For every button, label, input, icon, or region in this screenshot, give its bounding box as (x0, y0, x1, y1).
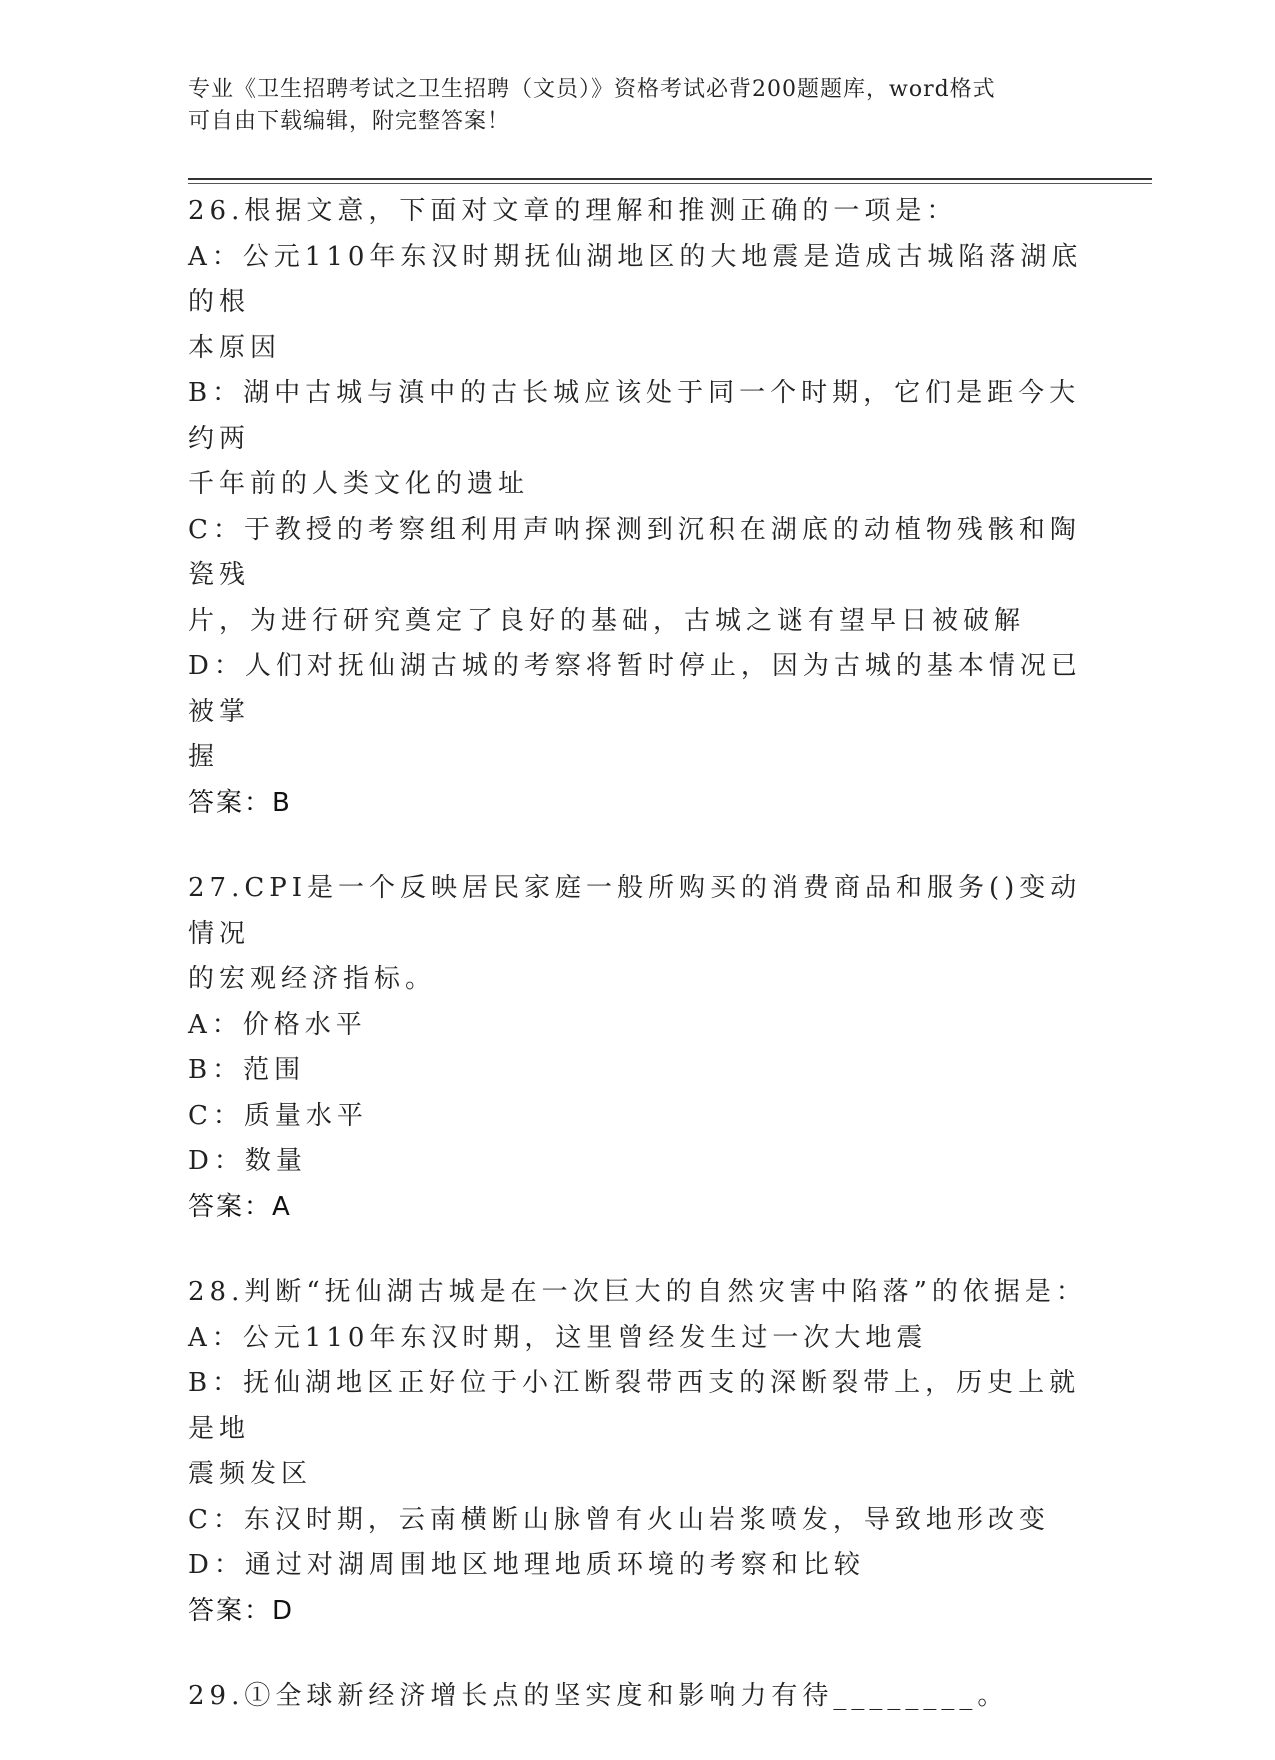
option-d: 握 (188, 742, 220, 772)
option-d: D：人们对抚仙湖古城的考察将暂时停止，因为古城的基本情况已被掌 (188, 651, 1082, 727)
answer-line: 答案：A (188, 1191, 292, 1222)
header-rule-thick (188, 178, 1152, 180)
option-a: A：公元110年东汉时期，这里曾经发生过一次大地震 (188, 1322, 928, 1353)
option-b: B：抚仙湖地区正好位于小江断裂带西支的深断裂带上，历史上就是地 (188, 1368, 1081, 1444)
question-stem: 的宏观经济指标。 (188, 964, 437, 994)
question-block (188, 189, 1088, 826)
question-block (188, 1674, 1088, 1720)
option-a: A：价格水平 (188, 1009, 367, 1040)
answer-line: 答案：B (188, 787, 292, 818)
answer-line: 答案：D (188, 1595, 295, 1626)
option-c: C：东汉时期，云南横断山脉曾有火山岩浆喷发，导致地形改变 (188, 1504, 1050, 1535)
option-d: D：数量 (188, 1146, 307, 1176)
document-header (188, 74, 1088, 138)
question-block (188, 866, 1088, 1230)
header-line-2: 可自由下载编辑，附完整答案！ (188, 109, 511, 134)
option-b: 震频发区 (188, 1459, 313, 1489)
header-rule-thin (188, 183, 1152, 184)
question-block (188, 1270, 1088, 1634)
option-c: 片，为进行研究奠定了良好的基础，古城之谜有望早日被破解 (188, 605, 1026, 636)
question-stem: 28.判断“抚仙湖古城是在一次巨大的自然灾害中陷落”的依据是： (188, 1277, 1087, 1307)
header-line-1: 专业《卫生招聘考试之卫生招聘（文员）》资格考试必背200题题库，word格式 (188, 77, 996, 102)
question-stem: 29.①全球新经济增长点的坚实度和影响力有待________。 (188, 1681, 1009, 1711)
option-c: C：于教授的考察组利用声呐探测到沉积在湖底的动植物残骸和陶瓷残 (188, 514, 1081, 590)
question-list (188, 189, 1088, 1760)
option-b: 千年前的人类文化的遗址 (188, 469, 530, 499)
option-a: A：公元110年东汉时期抚仙湖地区的大地震是造成古城陷落湖底的根 (188, 241, 1083, 317)
option-b: B：范围 (188, 1055, 306, 1085)
option-b: B：湖中古城与滇中的古长城应该处于同一个时期，它们是距今大约两 (188, 378, 1081, 454)
question-stem: 26.根据文意，下面对文章的理解和推测正确的一项是： (188, 196, 958, 226)
option-a: 本原因 (188, 332, 282, 363)
option-c: C：质量水平 (188, 1100, 368, 1131)
question-stem: 27.CPI是一个反映居民家庭一般所购买的消费商品和服务()变动情况 (188, 873, 1082, 949)
option-d: D：通过对湖周围地区地理地质环境的考察和比较 (188, 1550, 865, 1580)
